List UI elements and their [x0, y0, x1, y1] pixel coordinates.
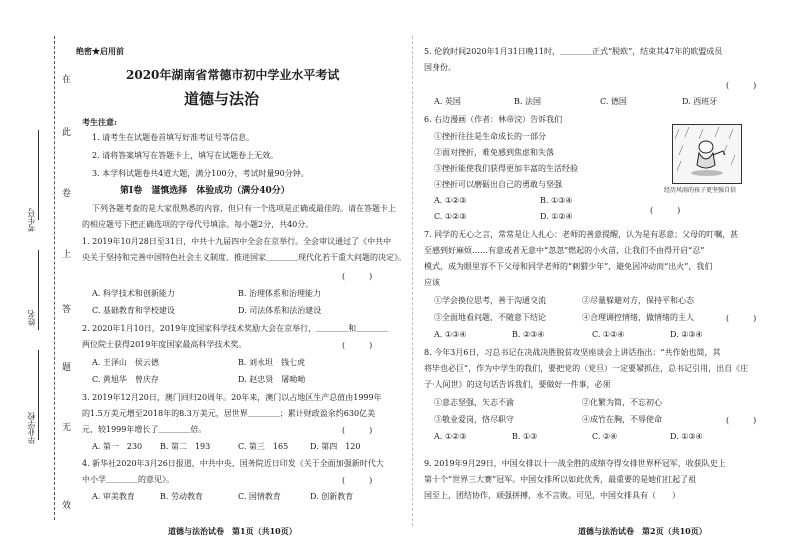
subject-title: 道德与法治: [184, 90, 260, 108]
q5-option-d: D. 西班牙: [682, 97, 718, 106]
q3-option-c: C. 第三 165: [238, 442, 289, 451]
q4-line-2: 中小学＿＿＿＿的意见》。: [82, 475, 174, 484]
side-char-5: 答: [62, 305, 72, 315]
q6-option-d: D. ①②④: [540, 212, 573, 221]
q3-option-a: A. 第一 230: [92, 442, 143, 451]
side-char-3: 卷: [62, 189, 72, 199]
q6-item-3: ③挫折能使我们获得更加丰富的生活经验: [434, 164, 578, 173]
q7-line-3: 模式，成为眼里容不下父母和同学老师的“刺猬少年”，避免因冲动而“出火”，我们: [424, 262, 713, 271]
q5-line-1: 5. 伦敦时间2020年1月31日晚11时，＿＿＿＿正式“脱欧”，结束其47年的欧盟成员: [424, 47, 723, 56]
q4-option-b: B. 劳动教育: [160, 492, 203, 501]
q2-option-d: D. 赵忠贤 屠呦呦: [238, 375, 306, 384]
q7-line-1: 7. 同学的无心之言，常常是让人扎心：老师的善意提醒，认为是有恶意；父母的叮嘱，甚: [424, 230, 739, 239]
q5-option-b: B. 法国: [514, 97, 541, 106]
q7-option-b: B. ②③④: [512, 330, 545, 339]
q6-option-c: C. ①②③: [434, 212, 467, 221]
q1-line-1: 1. 2019年10月28日至31日，中共十九届四中全会在京举行。全会审议通过了《中共中: [82, 237, 392, 246]
q3-answer-paren[interactable]: ( ): [342, 426, 373, 435]
school-field[interactable]: [38, 350, 39, 440]
q4-option-d: D. 创新教育: [310, 492, 354, 501]
q7-line-2: 至感到好麻烦……有意或者无意中“忽忽”燃起的小火苗，让我们不由得开启“忍”: [424, 246, 705, 255]
side-char-1: 在: [62, 75, 72, 85]
q1-line-2: 央关于坚持和完善中国特色社会主义制度、推进国家＿＿＿＿现代化若干重大问题的决定》。: [82, 253, 406, 262]
exam-title: 2020年湖南省常德市初中学业水平考试: [126, 68, 340, 82]
page-divider: [412, 36, 413, 526]
q7-item-1: ①学会换位思考，善于沟通交流: [434, 296, 546, 305]
footer-page-2: 道德与法治试卷 第2页（共10页）: [578, 526, 707, 536]
q8-item-1: ①意志坚强，矢志不渝: [434, 398, 514, 407]
q4-line-1: 4. 新华社2020年3月26日报道，中共中央、国务院近日印发《关于全面加强新时代大: [82, 459, 384, 468]
q8-option-b: B. ①③: [512, 432, 538, 441]
q3-line-2: 的1.5万美元增至2018年的8.3万美元，居世界＿＿＿＿；累计财政盈余约630亿美: [82, 409, 376, 418]
q6-answer-paren[interactable]: ( ): [650, 206, 681, 215]
q3-line-3: 元，较1999年增长了＿＿＿＿倍。: [82, 425, 207, 434]
q6-line-1: 6. 右边漫画（作者：林帝浣）告诉我们: [424, 115, 563, 124]
q8-line-1: 8. 今年3月6日，习总书记在决战决胜脱贫攻坚座谈会上讲话指出：“共作始也简，其: [424, 348, 721, 357]
q3-option-d: D. 第四 120: [310, 442, 361, 451]
q1-option-b: B. 治理体系和治理能力: [238, 289, 321, 298]
side-char-2: 此: [62, 128, 72, 138]
q8-item-3: ③敬业爱岗，恪尽职守: [434, 415, 514, 424]
q1-option-d: D. 司法体系和法治建设: [238, 306, 322, 315]
q2-line-2: 两位院士获得2019年度国家最高科学技术奖。: [82, 340, 247, 349]
q9-line-1: 9. 2019年9月29日，中国女排以十一战全胜的成绩夺得女排世界杯冠军，收获队史上: [424, 459, 726, 468]
q8-line-2: 将毕也必巨”，作为中学生的我们，要把党的（党旦）一定要紧抓住，总书记引用，出自《庄: [424, 364, 749, 373]
notice-2: 2. 请将答案填写在答题卡上，填写在试题卷上无效。: [92, 151, 279, 160]
q2-line-1: 2. 2020年1月10日，2019年度国家科学技术奖励大会在京举行，＿＿＿＿和＿＿＿＿: [82, 324, 389, 333]
side-char-4: 上: [62, 250, 72, 260]
side-char-6: 题: [62, 363, 72, 373]
q7-option-d: D. ②③④: [670, 330, 703, 339]
name-field[interactable]: [38, 250, 39, 330]
q7-item-3: ③全面地看问题，不随意下结论: [434, 313, 546, 322]
q5-option-c: C. 德国: [600, 97, 627, 106]
secret-header: 绝密★启用前: [76, 46, 124, 56]
q5-option-a: A. 英国: [434, 97, 461, 106]
q4-option-c: C. 国情教育: [238, 492, 281, 501]
q5-answer-paren[interactable]: ( ): [726, 81, 757, 90]
section1-intro-2: 的相应题号下把正确选项的字母代号填涂。每小题2分，共40分。: [82, 220, 314, 229]
exam-number-label: 考生号: [27, 208, 36, 232]
q2-option-a: A. 王泽山 侯云德: [92, 358, 159, 367]
q2-option-c: C. 黄旭华 曾庆存: [92, 375, 159, 384]
footer-page-1: 道德与法治试卷 第1页（共10页）: [168, 526, 297, 536]
q6-item-4: ④挫折可以磨砺出自己的勇敢与坚强: [434, 180, 562, 189]
q7-option-a: A. ①③④: [434, 330, 467, 339]
q8-line-3: 子·人间世》的这句话告诉我们，要做好一件事，必须: [424, 380, 611, 389]
q4-answer-paren[interactable]: ( ): [342, 476, 373, 485]
notice-title: 考生注意:: [82, 117, 117, 127]
name-label: 姓名: [27, 310, 36, 326]
q5-line-2: 国身份。: [424, 63, 456, 72]
q3-option-b: B. 第二 193: [160, 442, 211, 451]
q2-option-b: B. 刘永坦 钱七虎: [238, 358, 305, 367]
q8-option-a: A. ①②③: [434, 432, 467, 441]
cartoon-drawing: [673, 125, 741, 183]
q7-item-4: ④合理调控情绪，做情绪的主人: [582, 313, 694, 322]
q6-option-b: B. ①③④: [540, 196, 573, 205]
q7-option-c: C. ①②④: [592, 330, 625, 339]
q2-answer-paren[interactable]: ( ): [342, 341, 373, 350]
school-label: 毕业学校: [27, 412, 36, 444]
q6-item-2: ②面对挫折，难免感到焦虑和失落: [434, 148, 554, 157]
q6-option-a: A. ①②③: [434, 196, 467, 205]
q1-option-a: A. 科学技术和创新能力: [92, 289, 175, 298]
q7-line-4: 应该: [424, 278, 440, 287]
side-char-7: 无: [62, 423, 72, 433]
notice-1: 1. 请考生在试题卷首填写好准考证号等信息。: [92, 133, 255, 142]
q1-answer-paren[interactable]: ( ): [342, 272, 373, 281]
binding-line: [54, 36, 55, 520]
q8-item-4: ④成竹在胸，不辱使命: [582, 415, 662, 424]
q9-line-2: 第十个“世界三大赛”冠军。中国女排所以如此优秀，最重要的是她们扛起了祖: [424, 475, 697, 484]
q8-option-c: C. ②④: [592, 432, 618, 441]
q6-item-1: ①挫折往往是生命成长的一部分: [434, 132, 546, 141]
section1-intro-1: 下列各题考查的是大家很熟悉的内容，但只有一个选项是正确或最佳的。请在答题卡上: [92, 204, 396, 213]
q8-item-2: ②化繁为简，不忘初心: [582, 398, 662, 407]
q7-answer-paren[interactable]: ( ): [726, 314, 757, 323]
q9-line-3: 国至上，团结协作，顽强拼搏，永不言败。可见，中国女排具有（ ）: [424, 491, 680, 500]
cartoon-caption: 经历风雨的孩子更坚强自信: [664, 187, 737, 194]
section1-title: 第Ⅰ卷 谨慎选择 体验成功（满分40分）: [120, 186, 290, 196]
side-char-8: 效: [62, 501, 72, 511]
q8-option-d: D. ①③④: [670, 432, 703, 441]
notice-3: 3. 本学科试题卷共4道大题，满分100分，考试时量90分钟。: [92, 169, 309, 178]
q8-answer-paren[interactable]: ( ): [726, 416, 757, 425]
q4-option-a: A. 审美教育: [92, 492, 135, 501]
cartoon-image: [672, 124, 742, 184]
exam-number-field[interactable]: [38, 130, 39, 220]
q1-option-c: C. 基础教育和学校建设: [92, 306, 175, 315]
q7-item-2: ②尽量躲避对方，保持平和心态: [582, 296, 694, 305]
q3-line-1: 3. 2019年12月20日，澳门回归20周年。20年来，澳门以占地区生产总值由1999年: [82, 393, 382, 402]
